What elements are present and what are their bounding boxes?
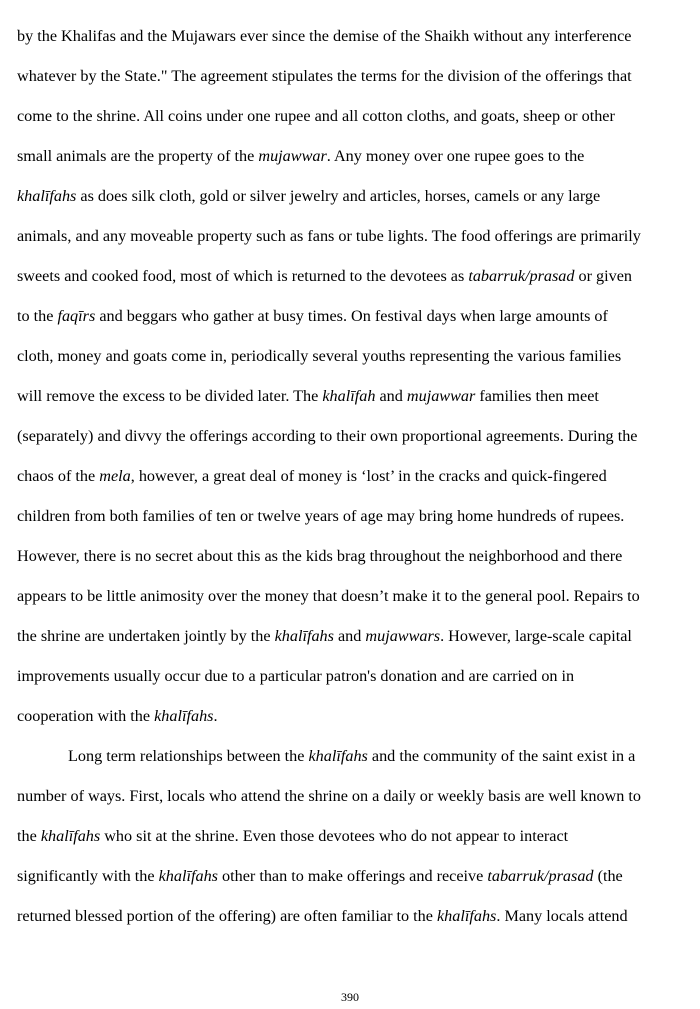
text-run: . However, large-scale capital xyxy=(440,627,632,645)
text-line xyxy=(17,386,689,406)
text-run: and beggars who gather at busy times. On festival days when large amounts of xyxy=(95,307,608,325)
text-line xyxy=(17,466,689,486)
text-line xyxy=(17,506,689,526)
text-run: cloth, money and goats come in, periodically several youths representing the various families xyxy=(17,347,622,365)
text-run: . Any money over one rupee goes to the xyxy=(326,147,585,165)
text-line xyxy=(17,106,689,126)
italic-term: mela xyxy=(99,467,131,485)
italic-term: khalīfah xyxy=(322,387,376,405)
text-run: who sit at the shrine. Even those devotees who do not appear to interact xyxy=(100,827,569,845)
text-run: whatever by the State." The agreement stipulates the terms for the division of the offerings that xyxy=(17,67,632,85)
text-run: improvements usually occur due to a particular patron's donation and are carried on in xyxy=(17,667,575,685)
text-run: returned blessed portion of the offering) are often familiar to the xyxy=(17,907,437,925)
text-run: and the community of the saint exist in a xyxy=(367,747,636,765)
text-run: to the xyxy=(17,307,58,325)
text-run: come to the shrine. All coins under one rupee and all cotton cloths, and goats, sheep or other xyxy=(17,107,615,125)
text-run: small animals are the property of the xyxy=(17,147,259,165)
italic-term: khalīfahs xyxy=(158,867,218,885)
text-run: or given xyxy=(574,267,633,285)
text-run: the xyxy=(17,827,41,845)
text-line xyxy=(17,906,689,926)
text-run: sweets and cooked food, most of which is returned to the devotees as xyxy=(17,267,469,285)
text-line xyxy=(17,706,689,726)
text-line xyxy=(17,26,689,46)
page-number: 390 xyxy=(341,990,359,1004)
text-run: significantly with the xyxy=(17,867,159,885)
text-run: appears to be little animosity over the money that doesn’t make it to the general pool. Repairs to xyxy=(17,587,640,605)
text-run: However, there is no secret about this as the kids brag throughout the neighborhood and there xyxy=(17,547,623,565)
italic-term: mujawwar xyxy=(406,387,476,405)
text-run: , however, a great deal of money is ‘lost’ in the cracks and quick-fingered xyxy=(130,467,607,485)
text-run: number of ways. First, locals who attend the shrine on a daily or weekly basis are well known to xyxy=(17,787,641,805)
text-run: and xyxy=(333,627,366,645)
text-run: (separately) and divvy the offerings according to their own proportional agreements. During the xyxy=(17,427,638,445)
text-run: as does silk cloth, gold or silver jewelry and articles, horses, camels or any large xyxy=(76,187,601,205)
text-line xyxy=(17,546,689,566)
text-line xyxy=(17,346,689,366)
italic-term: khalīfahs xyxy=(308,747,368,765)
text-run: (the xyxy=(593,867,623,885)
italic-term: khalīfahs xyxy=(17,187,77,205)
italic-term: khalīfahs xyxy=(40,827,101,845)
text-run: other than to make offerings and receive xyxy=(217,867,488,885)
text-line xyxy=(17,306,689,326)
paragraph-first-line xyxy=(68,746,689,766)
text-run: chaos of the xyxy=(17,467,100,485)
text-run: will remove the excess to be divided later. The xyxy=(17,387,323,405)
text-run: Long term relationships between the xyxy=(68,747,309,765)
text-run: . Many locals attend xyxy=(496,907,628,925)
italic-term: khalīfahs xyxy=(274,627,334,645)
text-line xyxy=(17,226,689,246)
text-run: families then meet xyxy=(475,387,599,405)
text-line xyxy=(17,586,689,606)
text-line xyxy=(17,666,689,686)
text-line xyxy=(17,146,689,166)
text-run: cooperation with the xyxy=(17,707,155,725)
text-run: animals, and any moveable property such as fans or tube lights. The food offerings are primarily xyxy=(17,227,641,245)
italic-term: tabarruk/prasad xyxy=(487,867,594,885)
text-run: . xyxy=(213,707,218,725)
text-run: the shrine are undertaken jointly by the xyxy=(17,627,275,645)
text-line xyxy=(17,826,689,846)
italic-term: mujawwar xyxy=(258,147,327,165)
italic-term: khalīfahs xyxy=(436,907,497,925)
italic-term: tabarruk/prasad xyxy=(468,267,575,285)
text-line xyxy=(17,266,689,286)
italic-term: khalīfahs xyxy=(154,707,214,725)
text-line xyxy=(17,786,689,806)
text-line xyxy=(17,866,689,886)
text-line xyxy=(17,626,689,646)
italic-term: faqīrs xyxy=(57,307,96,325)
text-line xyxy=(17,66,689,86)
text-run: by the Khalifas and the Mujawars ever since the demise of the Shaikh without any interference xyxy=(17,27,632,45)
text-line xyxy=(17,426,689,446)
text-run: children from both families of ten or twelve years of age may bring home hundreds of rupees. xyxy=(17,507,625,525)
italic-term: mujawwars xyxy=(365,627,441,645)
text-run: and xyxy=(375,387,407,405)
text-line xyxy=(17,186,689,206)
